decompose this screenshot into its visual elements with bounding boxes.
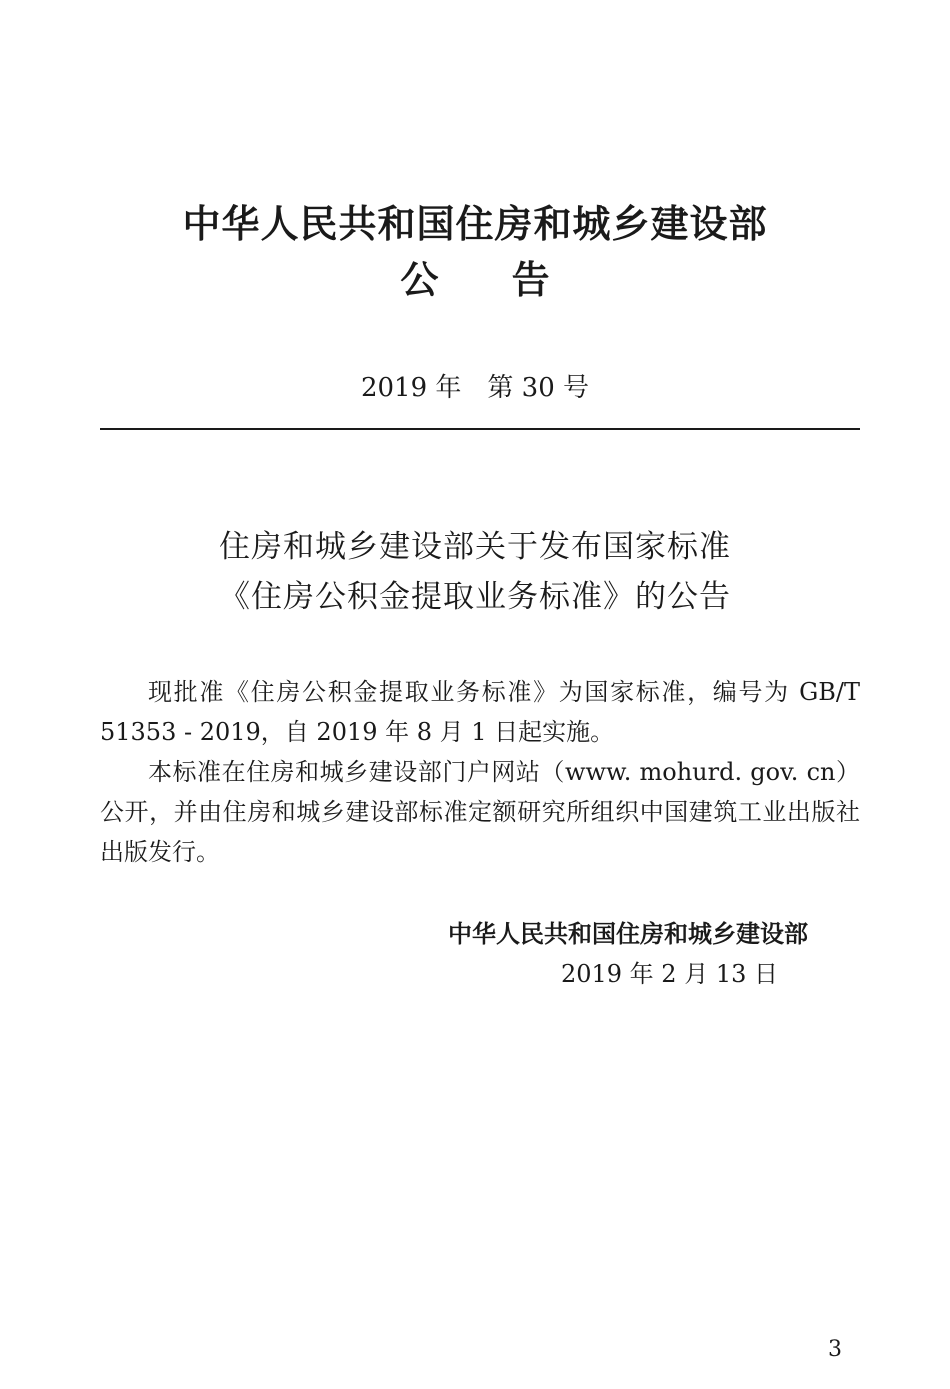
issuer-title: 中华人民共和国住房和城乡建设部 (182, 202, 768, 246)
document-number: 2019 年 第 30 号 (360, 373, 590, 403)
notice-title-line-1: 住房和城乡建设部关于发布国家标准 (219, 529, 731, 565)
body-paragraph-publication: 本标准在住房和城乡建设部门户网站（www. mohurd. gov. cn）公开，并由住房和城乡建设部标准定额研究所组织中国建筑工业出版社出版发行。 (100, 758, 860, 866)
signature-date: 2019 年 2 月 13 日 (560, 960, 778, 988)
page-number: 3 (828, 1337, 842, 1362)
signature-organization: 中华人民共和国住房和城乡建设部 (448, 920, 808, 948)
notice-body (100, 672, 860, 872)
body-paragraph-approval: 现批准《住房公积金提取业务标准》为国家标准，编号为 GB/T 51353 - 2019，自 2019 年 8 月 1 日起实施。 (100, 678, 860, 746)
signature-block (0, 914, 808, 994)
notice-title-line-2: 《住房公积金提取业务标准》的公告 (219, 579, 731, 615)
document-type-heading: 公 告 (400, 258, 550, 302)
notice-title (0, 522, 950, 622)
header-divider (100, 428, 860, 430)
